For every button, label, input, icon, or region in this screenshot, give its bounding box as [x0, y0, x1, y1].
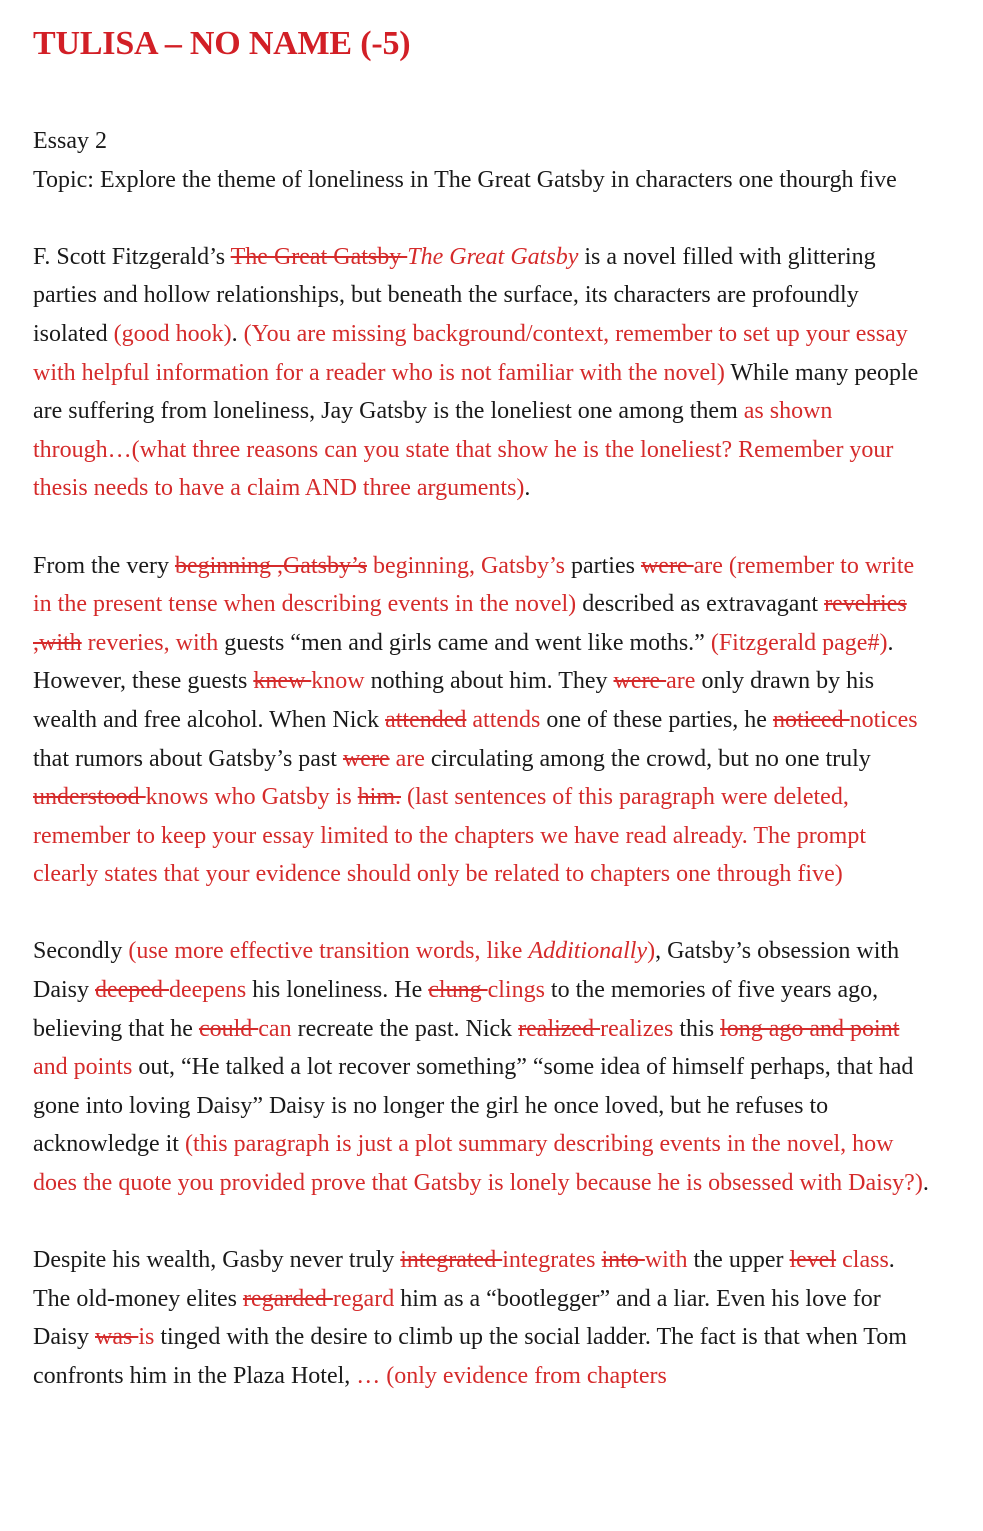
text: From the very [33, 552, 175, 579]
text: . However, these guests [33, 629, 894, 695]
text: tinged with the desire to climb up the social ladder. The fact is that when Tom confronts him in the Plaza Hotel, [33, 1324, 907, 1389]
strikethrough-text: The Great Gatsby [230, 243, 408, 270]
correction-text: clings [487, 977, 545, 1004]
strikethrough-text: attended [385, 706, 467, 733]
paragraph-wealth [33, 1241, 933, 1395]
text: , Gatsby’s obsession with Daisy [33, 938, 900, 1004]
teacher-comment: (Fitzgerald page#) [710, 629, 888, 656]
strikethrough-text: into [601, 1247, 645, 1274]
text: . The old-money elites [33, 1247, 895, 1312]
strikethrough-text: knew [253, 668, 312, 695]
paragraph-daisy [33, 932, 933, 1202]
text: the upper [687, 1247, 790, 1274]
correction-text: are [666, 668, 696, 695]
text: one of these parties, he [540, 706, 773, 733]
strikethrough-text: was [95, 1324, 139, 1351]
strikethrough-text: were [640, 552, 694, 579]
correction-text: attends [466, 706, 541, 733]
correction-text: reveries, with [81, 629, 219, 656]
correction-text: know [311, 668, 365, 695]
strikethrough-text: were [342, 745, 390, 772]
text: Secondly [33, 938, 129, 965]
paragraph-parties [33, 547, 933, 894]
correction-text: realizes [600, 1015, 674, 1042]
strikethrough-text: regarded [242, 1285, 333, 1312]
text: this [673, 1015, 721, 1042]
strikethrough-text: realized [518, 1015, 601, 1042]
strikethrough-text: were [613, 668, 667, 695]
essay-topic: Topic: Explore the theme of loneliness in The Great Gatsby in characters one thourgh five [33, 166, 897, 193]
strikethrough-text: revelries ,with [33, 591, 907, 656]
text: . [922, 1170, 929, 1197]
essay-number: Essay 2 [33, 128, 107, 154]
strikethrough-text: beginning ,Gatsby’s [174, 552, 367, 579]
correction-text: knows who Gatsby is [145, 784, 358, 811]
strikethrough-text: level [789, 1247, 837, 1274]
strikethrough-text: deeped [95, 977, 169, 1004]
teacher-comment-italic: Additionally [528, 938, 648, 965]
teacher-comment: (last sentences of this paragraph were deleted, remember to keep your essay limited to the chapters we have read already. The prompt clearly states that your evidence should only be related to chapters one through five) [33, 784, 867, 888]
teacher-comment: as shown through…(what three reasons can you state that show he is the loneliest? Remember your thesis needs to have a claim AND three arguments) [33, 398, 894, 502]
text: circulating among the crowd, but no one truly [424, 745, 871, 772]
correction-text: integrates [502, 1247, 602, 1274]
text: to the memories of five years ago, believing that he [33, 977, 879, 1042]
text: guests “men and girls came and went like moths.” [218, 629, 711, 656]
correction-text: is [138, 1324, 155, 1351]
correction-text: are [389, 745, 425, 772]
teacher-comment: (You are missing background/context, remember to set up your essay with helpful information for a reader who is not familiar with the novel) [33, 320, 908, 386]
teacher-comment: (this paragraph is just a plot summary describing events in the novel, how does the quote you provided prove that Gatsby is lonely because he is obsessed with Daisy?) [33, 1131, 923, 1197]
correction-text: regard [332, 1285, 395, 1312]
correction-text: class [836, 1247, 889, 1274]
text: described as extravagant [576, 591, 825, 618]
strikethrough-text: clung [428, 977, 488, 1004]
text: While many people are suffering from loneliness, Jay Gatsby is the loneliest one among them [33, 359, 919, 425]
correction-text: beginning, Gatsby’s [366, 552, 565, 579]
correction-text: notices [849, 706, 918, 733]
text: only drawn by his wealth and free alcohol. When Nick [33, 668, 875, 733]
text: his loneliness. He [246, 977, 429, 1004]
strikethrough-text: understood [33, 784, 146, 811]
teacher-comment: ) [647, 938, 656, 965]
text: recreate the past. Nick [291, 1015, 519, 1042]
teacher-comment: (use more effective transition words, like [128, 938, 529, 965]
strikethrough-text: long ago and point [720, 1015, 900, 1042]
correction-text: and points [33, 1054, 133, 1081]
strikethrough-text: integrated [400, 1247, 503, 1274]
strikethrough-text: noticed [772, 706, 850, 733]
correction-text: can [258, 1015, 292, 1042]
text: out, “He talked a lot recover something” “some idea of himself perhaps, that had gone into loving Daisy” Daisy is no longer the girl he once loved, but he refuses to acknowledge it [33, 1054, 914, 1158]
text: . [524, 475, 531, 502]
teacher-comment: (good hook) [113, 320, 232, 347]
text: him as a “bootlegger” and a liar. Even his love for Daisy [33, 1285, 881, 1351]
correction-text: deepens [168, 977, 247, 1004]
correction-text: with [644, 1247, 688, 1274]
page-title: TULISA – NO NAME (-5) [33, 25, 411, 62]
text: F. Scott Fitzgerald’s [33, 243, 231, 270]
text: Despite his wealth, Gasby never truly [33, 1247, 401, 1274]
strikethrough-text: him. [357, 784, 402, 811]
strikethrough-text: could [198, 1015, 259, 1042]
text: that rumors about Gatsby’s past [33, 745, 343, 772]
teacher-comment: … (only evidence from chapters [356, 1363, 667, 1389]
text: parties [564, 552, 641, 579]
teacher-comment: are (remember to write in the present tense when describing events in the novel) [33, 552, 915, 618]
text: nothing about him. They [364, 668, 614, 695]
correction-text: The Great Gatsby [407, 243, 579, 270]
text: . [231, 320, 244, 347]
paragraph-intro [33, 238, 933, 508]
text: is a novel filled with glittering parties and hollow relationships, but beneath the surface, its characters are profoundly isolated [33, 243, 876, 347]
